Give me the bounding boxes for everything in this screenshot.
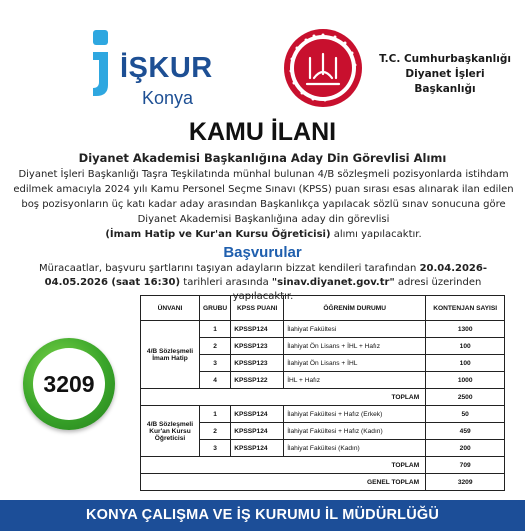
cell-group: 2 (200, 338, 231, 355)
cell-education: İlahiyat Ön Lisans + İHL (284, 355, 426, 372)
cell-quota: 200 (426, 440, 505, 457)
cell-quota: 459 (426, 423, 505, 440)
header-ogrenim: ÖĞRENİM DURUMU (284, 296, 426, 321)
cell-education: İlahiyat Ön Lisans + İHL + Hafız (284, 338, 426, 355)
page-subtitle: Diyanet Akademisi Başkanlığına Aday Din Görevlisi Alımı (78, 151, 447, 165)
subtotal-label: TOPLAM (141, 389, 426, 406)
subtotal-row (141, 457, 505, 474)
cell-group: 2 (200, 423, 231, 440)
group-title-kuran-kursu: 4/B Sözleşmeli Kur'an Kursu Öğreticisi (141, 406, 200, 457)
header-kontenjan: KONTENJAN SAYISI (426, 296, 505, 321)
iskur-city: Konya (142, 88, 194, 108)
cell-group: 1 (200, 321, 231, 338)
diyanet-line-2: Diyanet İşleri Başkanlığı (405, 68, 485, 95)
iskur-wordmark: İŞKUR (120, 52, 213, 84)
cell-quota: 1300 (426, 321, 505, 338)
intro-positions: (İmam Hatip ve Kur'an Kursu Öğreticisi) (105, 229, 331, 240)
applications-title: Başvurular (223, 244, 302, 261)
intro-text: Diyanet İşleri Başkanlığı Taşra Teşkilatında münhal bulunan 4/B sözleşmeli pozisyonlarda istihdam edilmek amacıyla 2024 yılı Kamu Personel Seçme Sınavı (KPSS) puan sırası esas alınarak ilan edilen boş pozisyonların üç katı kadar aday arasından Başkanlıkça yapılacak sözlü sınav sonucuna göre Diyanet Akademisi Başkanlığına aday din görevlisi (13, 169, 514, 225)
page-title: KAMU İLANI (188, 118, 337, 146)
applications-post: adresi üzerinden yapılacaktır. (232, 277, 482, 302)
total-quota-badge (23, 338, 115, 430)
cell-kpss: KPSSP124 (231, 321, 284, 338)
applications-pre: Müracaatlar, başvuru şartlarını taşıyan adayların bizzat kendileri tarafından (39, 263, 420, 274)
cell-education: İlahiyat Fakültesi + Hafız (Erkek) (284, 406, 426, 423)
quota-table (140, 295, 505, 491)
diyanet-line-1: T.C. Cumhurbaşkanlığı (379, 53, 511, 65)
cell-kpss: KPSSP124 (231, 440, 284, 457)
badge-inner (33, 348, 105, 420)
cell-education: İHL + Hafız (284, 372, 426, 389)
group-title-imam-hatip: 4/B Sözleşmeli İmam Hatip (141, 321, 200, 389)
diyanet-org-name (375, 52, 515, 97)
intro-tail: alımı yapılacaktır. (330, 229, 422, 240)
cell-quota: 50 (426, 406, 505, 423)
iskur-logo (60, 28, 230, 108)
table-row (141, 406, 505, 423)
applications-site: "sinav.diyanet.gov.tr" (271, 277, 395, 288)
header-kpss: KPSS PUANI (231, 296, 284, 321)
table-header-row (141, 296, 505, 321)
cell-education: İlahiyat Fakültesi + Hafız (Kadın) (284, 423, 426, 440)
cell-kpss: KPSSP123 (231, 355, 284, 372)
intro-paragraph (12, 167, 515, 242)
cell-group: 3 (200, 355, 231, 372)
subtotal-row (141, 389, 505, 406)
subtotal-value: 2500 (426, 389, 505, 406)
grand-total-value: 3209 (426, 474, 505, 491)
applications-dates: 20.04.2026-04.05.2026 (saat 16:30) (44, 263, 487, 288)
cell-quota: 100 (426, 355, 505, 372)
footer-banner: KONYA ÇALIŞMA VE İŞ KURUMU İL MÜDÜRLÜĞÜ (0, 500, 525, 531)
cell-education: İlahiyat Fakültesi (284, 321, 426, 338)
subtotal-label: TOPLAM (141, 457, 426, 474)
table-row (141, 321, 505, 338)
grand-total-label: GENEL TOPLAM (141, 474, 426, 491)
header-grubu: GRUBU (200, 296, 231, 321)
cell-group: 4 (200, 372, 231, 389)
cell-kpss: KPSSP122 (231, 372, 284, 389)
applications-mid: tarihleri arasında (180, 277, 272, 288)
header-unvani: ÜNVANI (141, 296, 200, 321)
cell-group: 3 (200, 440, 231, 457)
cell-education: İlahiyat Fakültesi (Kadın) (284, 440, 426, 457)
diyanet-seal-icon (283, 28, 363, 108)
subtotal-value: 709 (426, 457, 505, 474)
cell-quota: 100 (426, 338, 505, 355)
cell-kpss: KPSSP123 (231, 338, 284, 355)
cell-quota: 1000 (426, 372, 505, 389)
grand-total-row (141, 474, 505, 491)
cell-kpss: KPSSP124 (231, 406, 284, 423)
cell-kpss: KPSSP124 (231, 423, 284, 440)
cell-group: 1 (200, 406, 231, 423)
badge-number: 3209 (43, 370, 95, 397)
